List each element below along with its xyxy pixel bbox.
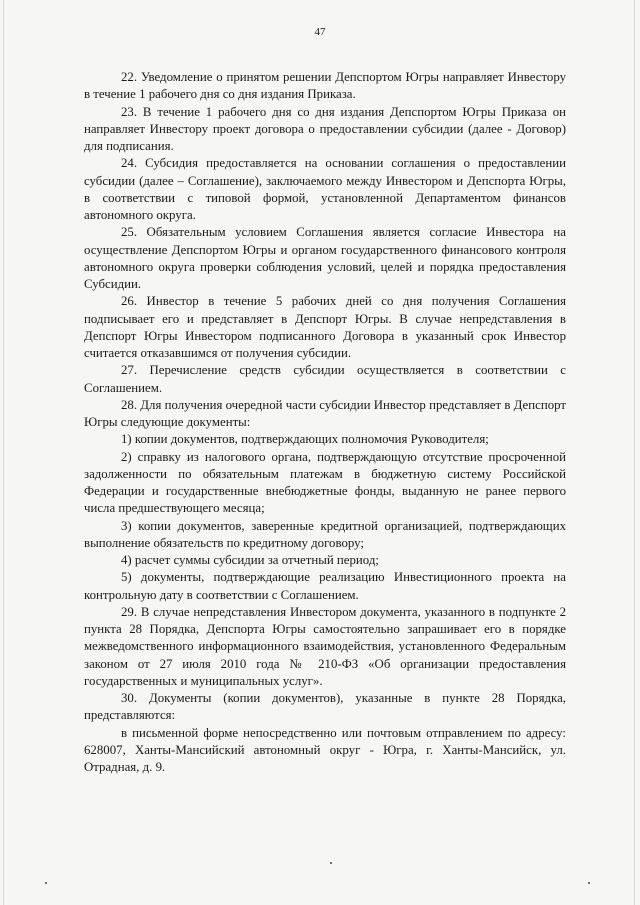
scan-dot-center bbox=[330, 862, 332, 864]
paragraph-22: 22. Уведомление о принятом решении Депспортом Югры направляет Инвестору в течение 1 рабочего дня со дня издания Приказа. bbox=[84, 70, 566, 102]
scan-edge-left bbox=[3, 0, 4, 905]
paragraph-24: 24. Субсидия предоставляется на основании соглашения о предоставлении субсидии (далее – Соглашение), заключаемого между Инвестором и Депспорта Югры, в соответствии с типовой формой, установленной Департаментом финансов автономного округа. bbox=[84, 156, 566, 222]
scan-dot-left bbox=[45, 882, 47, 884]
paragraph-29: 29. В случае непредставления Инвестором документа, указанного в подпункте 2 пункта 28 Порядка, Депспорта Югры самостоятельно запрашивает его в порядке межведомственного информационного взаимодействия, установленного Федеральным законом от 27 июля 2010 года № 210-ФЗ «Об организации предоставления государственных и муниципальных услуг». bbox=[84, 604, 566, 688]
paragraph-30: 30. Документы (копии документов), указанные в пункте 28 Порядка, представляются: bbox=[84, 691, 566, 723]
list-item-1: 1) копии документов, подтверждающих полномочия Руководителя; bbox=[121, 432, 489, 447]
paragraph-23: 23. В течение 1 рабочего дня со дня издания Депспортом Югры Приказа он направляет Инвестору проект договора о предоставлении субсидии (далее - Договор) для подписания. bbox=[84, 104, 566, 153]
list-item-3: 3) копии документов, заверенные кредитной организацией, подтверждающих выполнение обязательств по кредитному договору; bbox=[84, 518, 566, 550]
scan-dot-right bbox=[588, 882, 590, 884]
list-item-5: 5) документы, подтверждающие реализацию Инвестиционного проекта на контрольную дату в соответствии с Соглашением. bbox=[84, 570, 566, 602]
scan-edge-right bbox=[634, 0, 635, 905]
list-item-2: 2) справку из налогового органа, подтверждающую отсутствие просроченной задолженности по обязательным платежам в бюджетную систему Российской Федерации и государственные внебюджетные фонды, выданную не ранее первого числа предшествующего месяца; bbox=[84, 449, 566, 516]
paragraph-27: 27. Перечисление средств субсидии осуществляется в соответствии с Соглашением. bbox=[84, 363, 566, 395]
paragraph-26: 26. Инвестор в течение 5 рабочих дней со дня получения Соглашения подписывает его и представляет в Депспорт Югры. В случае непредставления в Депспорт Югры Инвестором подписанного Договора в указанный срок Инвестор считается отказавшимся от получения субсидии. bbox=[84, 294, 566, 360]
list-item-4: 4) расчет суммы субсидии за отчетный период; bbox=[121, 553, 379, 567]
page-number: 47 bbox=[314, 26, 326, 38]
paragraph-30-address: в письменной форме непосредственно или почтовым отправлением по адресу: 628007, Ханты-Мансийский автономный округ - Югра, г. Ханты-Мансийск, ул. Отрадная, д. 9. bbox=[84, 725, 566, 774]
paragraph-25: 25. Обязательным условием Соглашения является согласие Инвестора на осуществление Депспортом Югры и органом государственного финансового контроля автономного округа проверки соблюдения условий, целей и порядка предоставления Субсидии. bbox=[84, 225, 566, 291]
paragraph-28: 28. Для получения очередной части субсидии Инвестор представляет в Депспорт Югры следующие документы: bbox=[84, 397, 566, 429]
document-body bbox=[84, 69, 566, 776]
